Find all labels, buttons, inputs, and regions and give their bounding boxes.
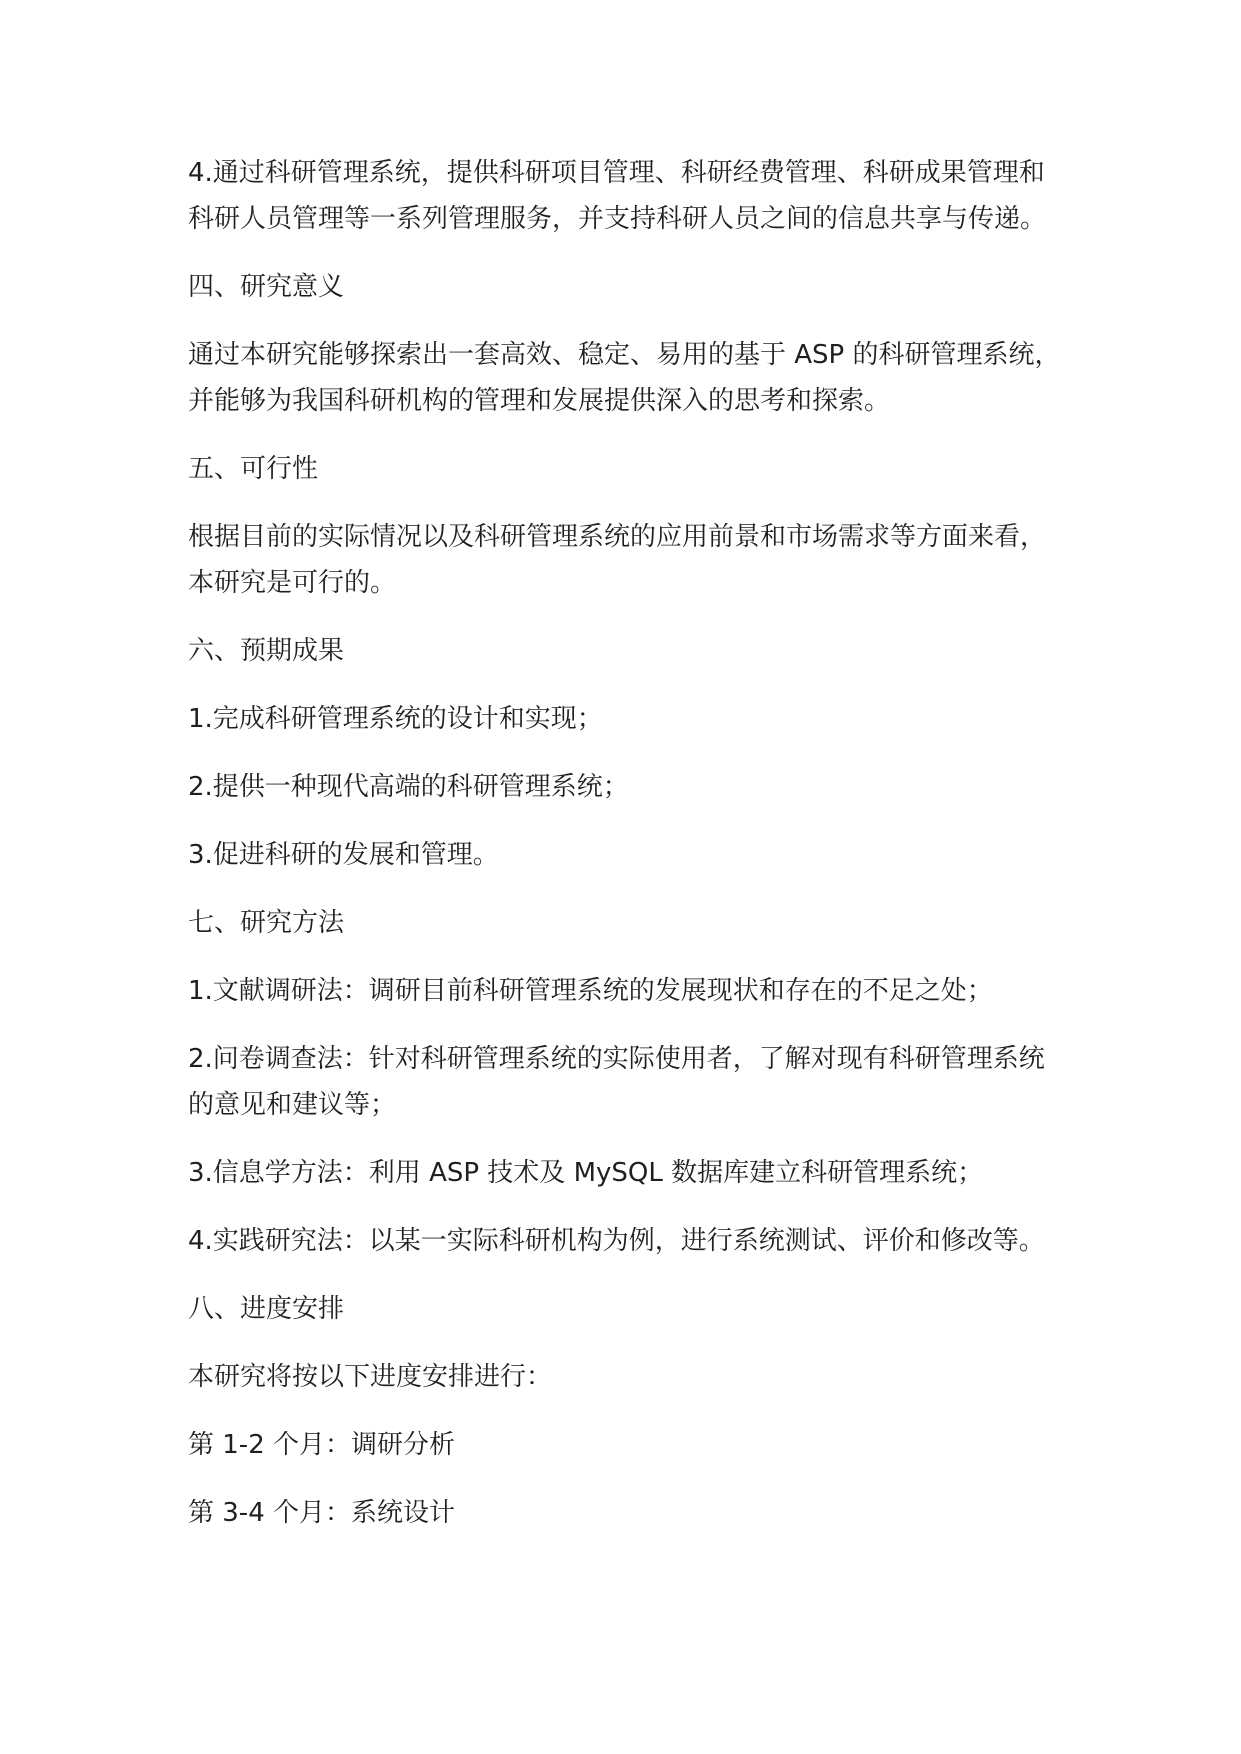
heading-feasibility: 五、可行性 (188, 454, 319, 484)
list-item-method-1: 1.文献调研法：调研目前科研管理系统的发展现状和存在的不足之处； (188, 976, 993, 1006)
heading-significance: 四、研究意义 (188, 272, 345, 302)
list-item-method-2: 2.问卷调查法：针对科研管理系统的实际使用者，了解对现有科研管理系统的意见和建议等； (188, 1044, 1045, 1120)
list-item-result-3: 3.促进科研的发展和管理。 (188, 840, 499, 870)
paragraph-feasibility: 根据目前的实际情况以及科研管理系统的应用前景和市场需求等方面来看，本研究是可行的。 (188, 522, 1047, 598)
paragraph-objective-4: 4.通过科研管理系统，提供科研项目管理、科研经费管理、科研成果管理和科研人员管理等一系列管理服务，并支持科研人员之间的信息共享与传递。 (188, 158, 1047, 234)
list-item-result-2: 2.提供一种现代高端的科研管理系统； (188, 772, 629, 802)
paragraph-significance: 通过本研究能够探索出一套高效、稳定、易用的基于 ASP 的科研管理系统，并能够为我国科研机构的管理和发展提供深入的思考和探索。 (188, 340, 1061, 416)
list-item-method-3: 3.信息学方法：利用 ASP 技术及 MySQL 数据库建立科研管理系统； (188, 1158, 984, 1188)
heading-schedule: 八、进度安排 (188, 1294, 345, 1324)
list-item-result-1: 1.完成科研管理系统的设计和实现； (188, 704, 603, 734)
schedule-item-2: 第 3-4 个月：系统设计 (188, 1498, 455, 1528)
heading-research-methods: 七、研究方法 (188, 908, 345, 938)
list-item-method-4: 4.实践研究法：以某一实际科研机构为例，进行系统测试、评价和修改等。 (188, 1226, 1045, 1256)
schedule-item-1: 第 1-2 个月：调研分析 (188, 1430, 455, 1460)
document-body (188, 150, 1068, 1558)
heading-expected-results: 六、预期成果 (188, 636, 345, 666)
paragraph-schedule-intro: 本研究将按以下进度安排进行： (188, 1362, 553, 1392)
